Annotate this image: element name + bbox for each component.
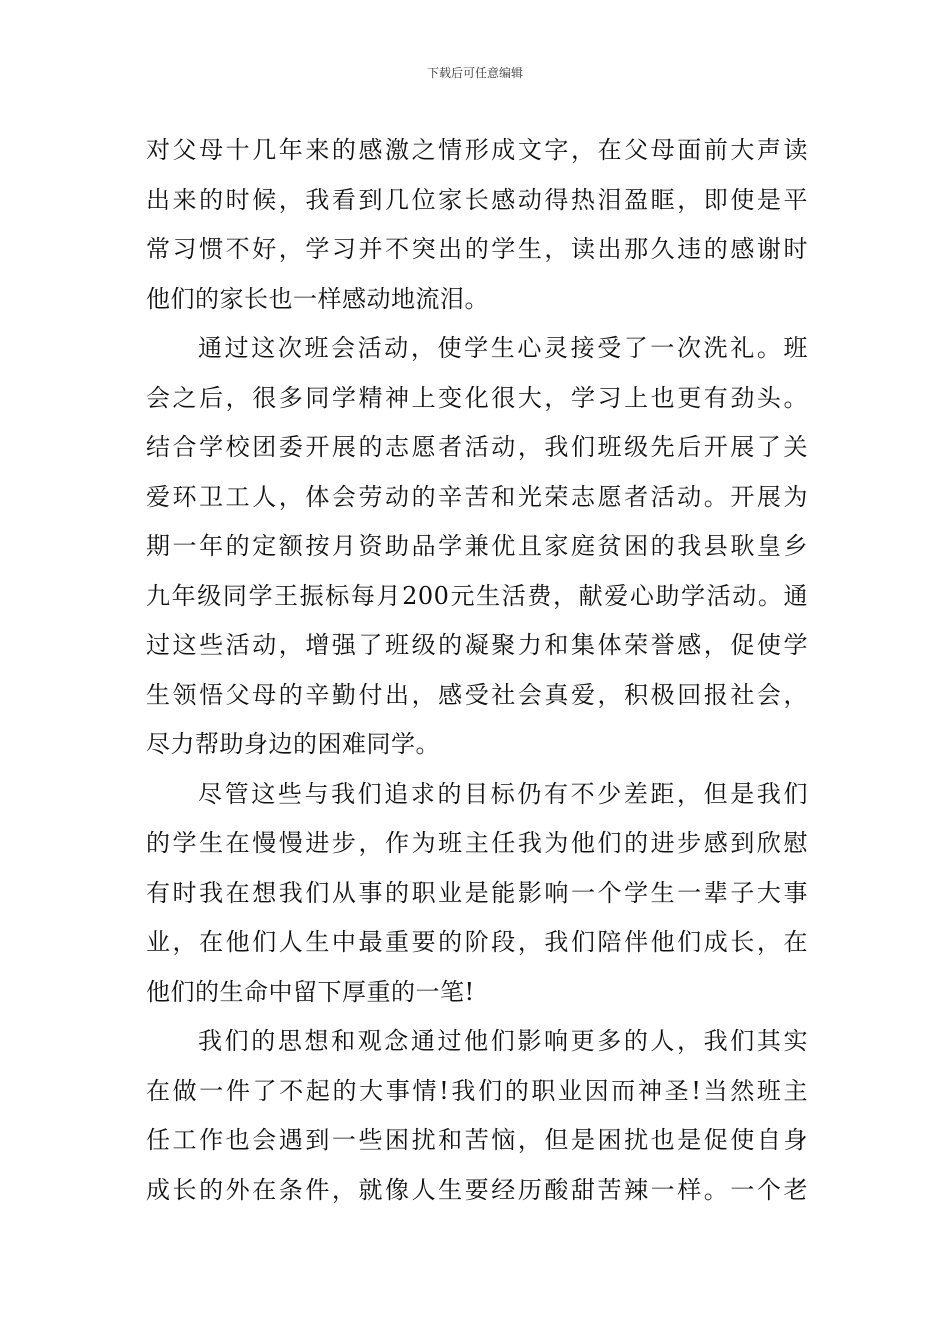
text-line: 九年级同学王振标每月200元生活费，献爱心助学活动。通 bbox=[146, 581, 808, 610]
text-line: 生领悟父母的辛勤付出，感受社会真爱，积极回报社会， bbox=[146, 680, 808, 709]
text-line: 在做一件了不起的大事情!我们的职业因而神圣!当然班主 bbox=[146, 1076, 808, 1105]
text-line: 他们的家长也一样感动地流泪。 bbox=[146, 284, 489, 313]
text-line: 尽力帮助身边的困难同学。 bbox=[146, 730, 440, 758]
paragraph-start-line: 尽管这些与我们追求的目标仍有不少差距，但是我们 bbox=[198, 779, 808, 808]
text-line: 出来的时候，我看到几位家长感动得热泪盈眶，即使是平 bbox=[146, 185, 808, 214]
text-line: 会之后，很多同学精神上变化很大，学习上也更有劲头。 bbox=[146, 383, 808, 412]
text-line: 有时我在想我们从事的职业是能影响一个学生一辈子大事 bbox=[146, 878, 808, 907]
text-line: 结合学校团委开展的志愿者活动，我们班级先后开展了关 bbox=[146, 433, 808, 461]
text-line: 成长的外在条件，就像人生要经历酸甜苦辣一样。一个老 bbox=[146, 1175, 808, 1204]
paragraph-start-line: 我们的思想和观念通过他们影响更多的人，我们其实 bbox=[198, 1027, 808, 1055]
document-body bbox=[146, 126, 808, 1215]
text-line: 他们的生命中留下厚重的一笔! bbox=[146, 977, 475, 1006]
text-line: 爱环卫工人，体会劳动的辛苦和光荣志愿者活动。开展为 bbox=[146, 482, 808, 511]
paragraph-start-line: 通过这次班会活动，使学生心灵接受了一次洗礼。班 bbox=[198, 334, 808, 362]
text-line: 任工作也会遇到一些困扰和苦恼，但是困扰也是促使自身 bbox=[146, 1126, 808, 1154]
text-line: 对父母十几年来的感激之情形成文字，在父母面前大声读 bbox=[146, 136, 808, 164]
page-header: 下载后可任意编辑 bbox=[426, 66, 523, 80]
text-line: 常习惯不好，学习并不突出的学生，读出那久违的感谢时 bbox=[146, 235, 808, 263]
text-line: 业，在他们人生中最重要的阶段，我们陪伴他们成长，在 bbox=[146, 928, 808, 956]
text-line: 过这些活动，增强了班级的凝聚力和集体荣誉感，促使学 bbox=[146, 631, 808, 659]
text-line: 的学生在慢慢进步，作为班主任我为他们的进步感到欣慰 bbox=[146, 829, 808, 857]
text-line: 期一年的定额按月资助品学兼优且家庭贫困的我县耿皇乡 bbox=[146, 532, 808, 560]
